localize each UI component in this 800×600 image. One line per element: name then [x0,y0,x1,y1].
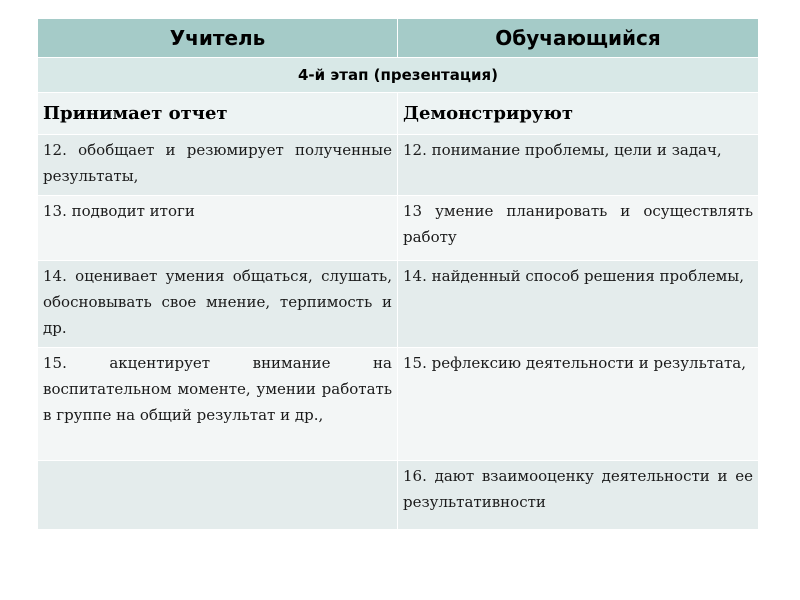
teacher-cell [38,196,398,261]
stage-title: 4-й этап (презентация) [38,58,759,93]
student-cell-text: 15. рефлексию деятельности и результата, [403,354,746,372]
comparison-table [37,18,759,530]
teacher-cell [38,348,398,461]
student-cell-text: 13 умение планировать и осуществлять работу [403,202,753,246]
teacher-cell [38,135,398,196]
student-cell-text: 14. найденный способ решения проблемы, [403,267,745,285]
teacher-cell-text: 13. подводит итоги [43,202,195,220]
student-cell [398,461,759,530]
teacher-cell-text: 14. оценивает умения общаться, слушать, обосновывать свое мнение, терпимость и др. [43,267,392,337]
table-row [38,261,759,348]
teacher-cell [38,261,398,348]
student-cell [398,196,759,261]
header-student: Обучающийся [398,19,759,58]
teacher-cell-text: 12. обобщает и резюмирует полученные результаты, [43,141,392,185]
header-teacher: Учитель [38,19,398,58]
teacher-cell-text: 15. акцентирует внимание на воспитательном моменте, умении работать в группе на общий результат и др., [43,354,392,424]
stage-row [38,58,759,93]
subheader-row [38,93,759,135]
table-header-row [38,19,759,58]
student-cell [398,261,759,348]
student-cell [398,135,759,196]
table-row [38,196,759,261]
teacher-cell [38,461,398,530]
subheader-right: Демонстрируют [398,93,759,135]
table-row [38,348,759,461]
student-cell-text: 12. понимание проблемы, цели и задач, [403,141,722,159]
table-row [38,461,759,530]
table-row [38,135,759,196]
student-cell-text: 16. дают взаимооценку деятельности и ее результативности [403,467,753,511]
student-cell [398,348,759,461]
subheader-left: Принимает отчет [38,93,398,135]
